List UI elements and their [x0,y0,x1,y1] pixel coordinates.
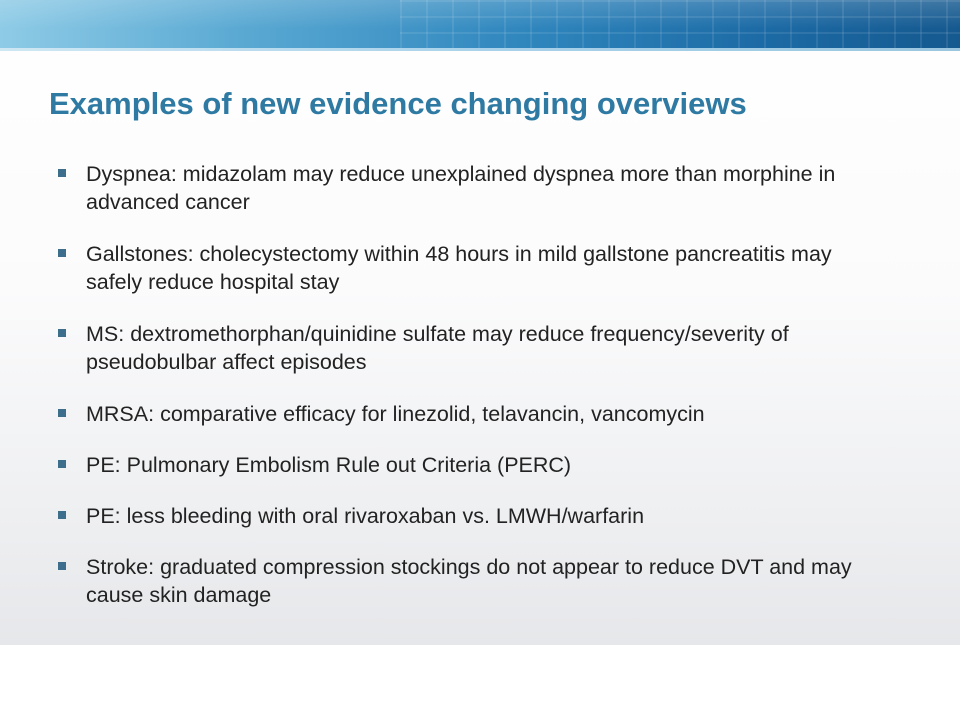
square-bullet-icon [58,460,66,468]
bullet-text: PE: less bleeding with oral rivaroxaban vs. LMWH/warfarin [86,504,645,528]
bullet-item [58,320,888,376]
bullet-text: Dyspnea: midazolam may reduce unexplained dyspnea more than morphine in advanced cancer [86,162,836,214]
bullet-list [58,160,888,633]
bullet-text: Gallstones: cholecystectomy within 48 hours in mild gallstone pancreatitis may safely reduce hospital stay [86,242,832,294]
square-bullet-icon [58,562,66,570]
banner-shine [0,0,960,48]
square-bullet-icon [58,409,66,417]
bullet-text: MS: dextromethorphan/quinidine sulfate may reduce frequency/severity of pseudobulbar affect episodes [86,322,789,374]
bullet-item [58,451,888,479]
square-bullet-icon [58,329,66,337]
bullet-text: PE: Pulmonary Embolism Rule out Criteria (PERC) [86,453,572,477]
bullet-item [58,553,888,609]
square-bullet-icon [58,511,66,519]
square-bullet-icon [58,169,66,177]
bullet-item [58,160,888,216]
slide-title: Examples of new evidence changing overviews [49,86,747,121]
top-banner [0,0,960,48]
bullet-item [58,502,888,530]
bullet-item [58,240,888,296]
bullet-text: Stroke: graduated compression stockings do not appear to reduce DVT and may cause skin damage [86,555,852,607]
bullet-text: MRSA: comparative efficacy for linezolid, telavancin, vancomycin [86,402,705,426]
square-bullet-icon [58,249,66,257]
bullet-item [58,400,888,428]
banner-divider [0,48,960,51]
